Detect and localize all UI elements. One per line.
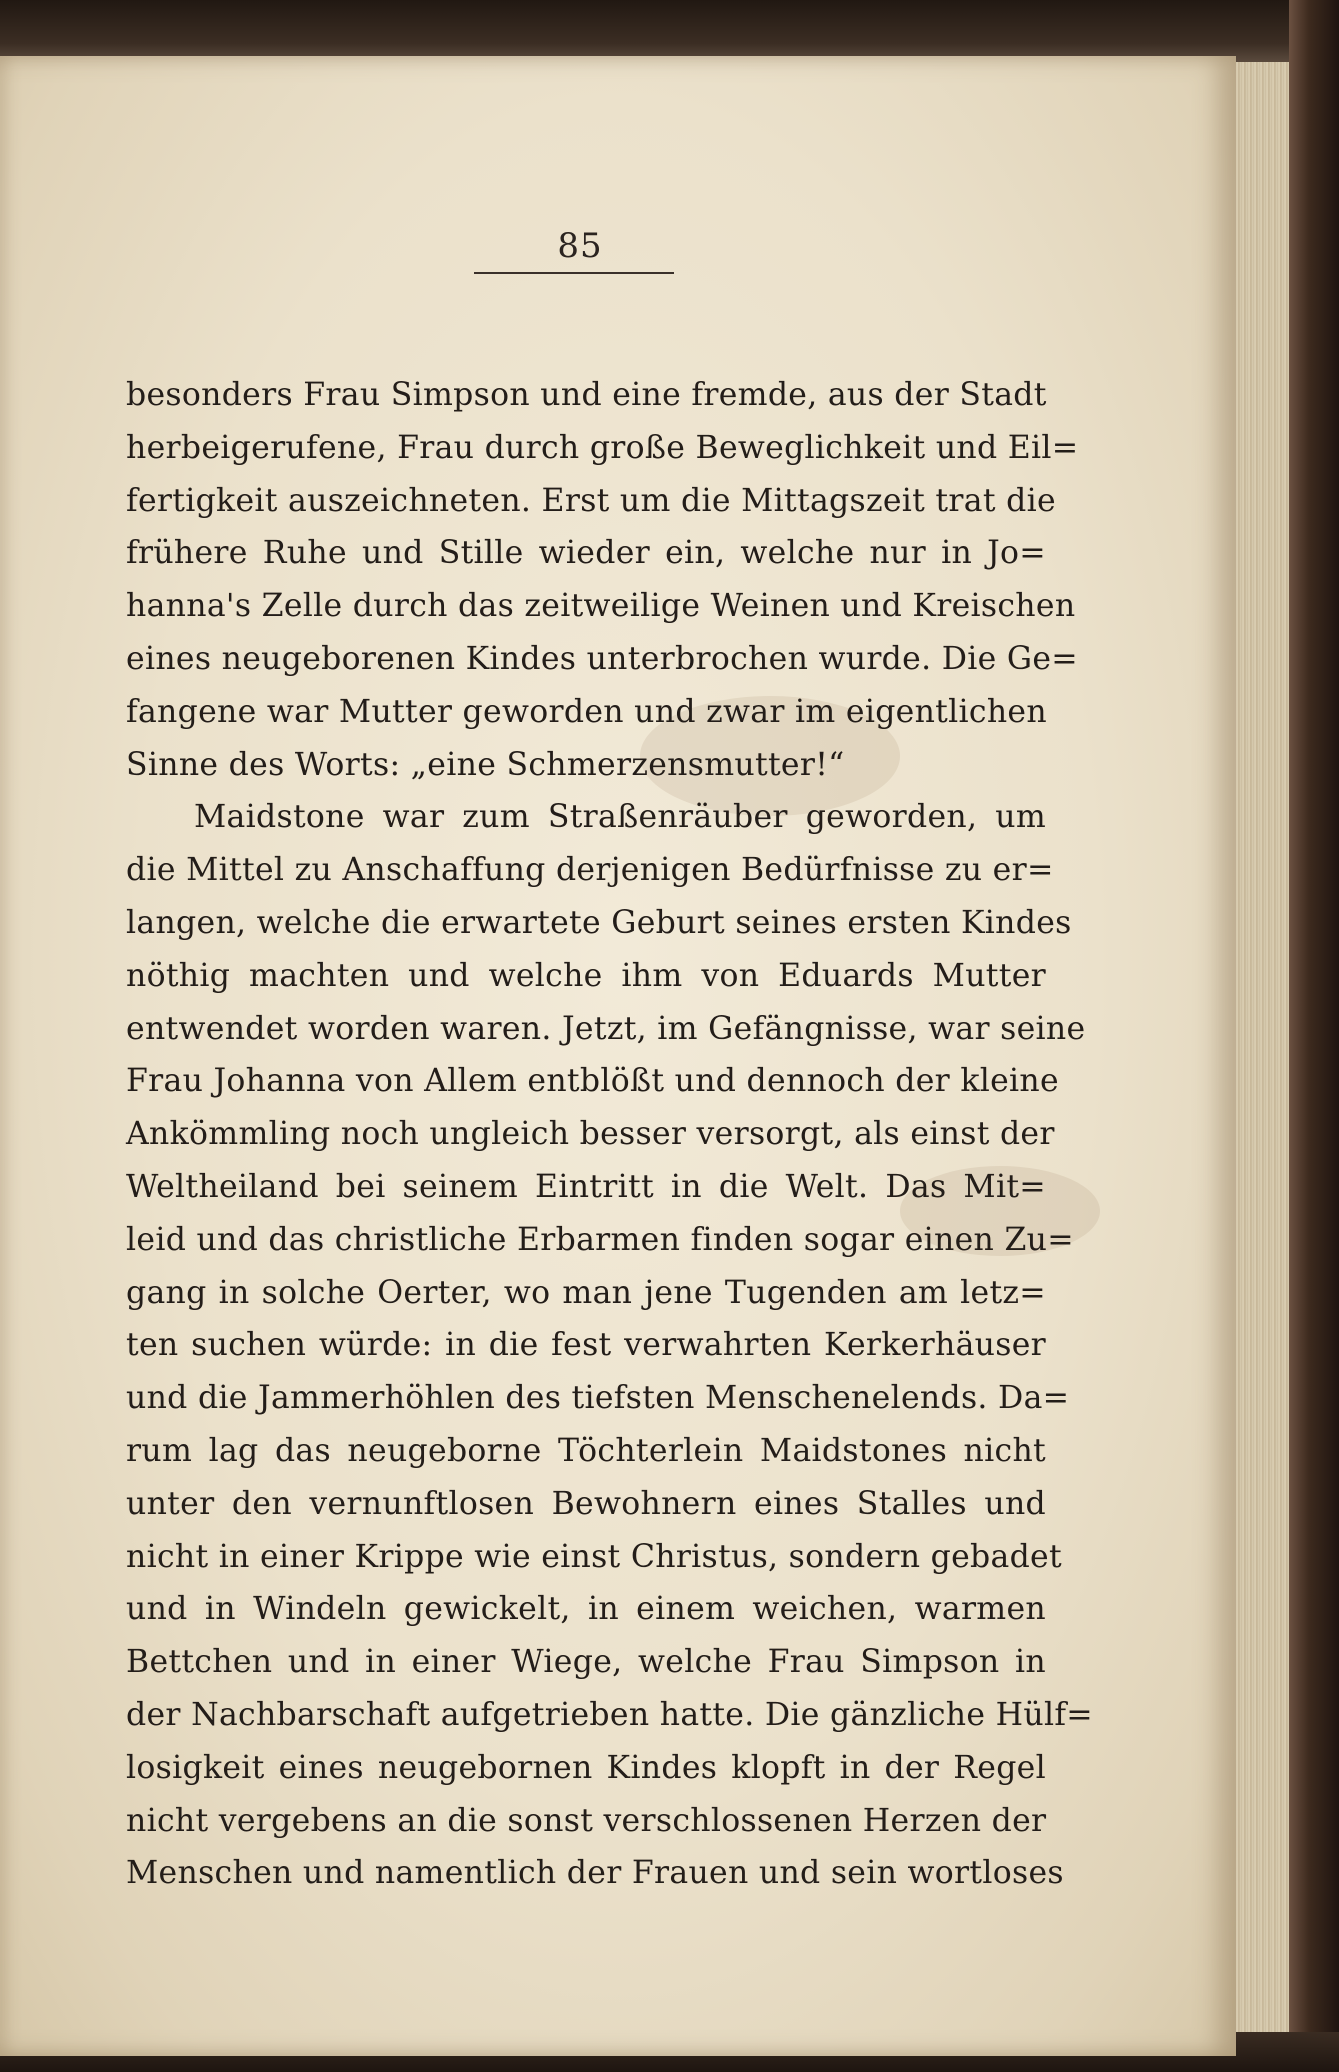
text-line: Ankömmling noch ungleich besser versorgt, als einst der bbox=[126, 1116, 1055, 1153]
text-line: fangene war Mutter geworden und zwar im eigentlichen bbox=[126, 693, 1047, 730]
text-line: Menschen und namentlich der Frauen und sein wortloses bbox=[126, 1855, 1064, 1892]
text-line: und die Jammerhöhlen des tiefsten Menschenelends. Da= bbox=[126, 1380, 1070, 1417]
text-line: fertigkeit auszeichneten. Erst um die Mittagszeit trat die bbox=[126, 482, 1056, 519]
body-text bbox=[126, 369, 1094, 1900]
text-line: besonders Frau Simpson und eine fremde, aus der Stadt bbox=[126, 377, 1047, 413]
text-line: Maidstone war zum Straßenräuber geworden, um bbox=[194, 799, 1046, 836]
text-line: entwendet worden waren. Jetzt, im Gefängnisse, war seine bbox=[126, 1010, 1086, 1047]
header-rule bbox=[474, 272, 674, 274]
book-cover-top-edge bbox=[0, 0, 1339, 62]
text-line: und in Windeln gewickelt, in einem weichen, warmen bbox=[126, 1591, 1046, 1628]
text-line: ten suchen würde: in die fest verwahrten Kerkerhäuser bbox=[126, 1327, 1046, 1364]
text-line: Weltheiland bei seinem Eintritt in die Welt. Das Mit= bbox=[126, 1168, 1046, 1205]
text-line: unter den vernunftlosen Bewohnern eines Stalles und bbox=[126, 1485, 1046, 1522]
text-line: gang in solche Oerter, wo man jene Tugenden am letz= bbox=[126, 1274, 1046, 1311]
text-line: langen, welche die erwartete Geburt seines ersten Kindes bbox=[126, 904, 1072, 941]
text-line: losigkeit eines neugebornen Kindes klopft in der Regel bbox=[126, 1749, 1046, 1786]
text-line: nicht vergebens an die sonst verschlossenen Herzen der bbox=[126, 1802, 1047, 1839]
text-line: die Mittel zu Anschaffung derjenigen Bedürfnisse zu er= bbox=[126, 852, 1054, 889]
text-line: eines neugeborenen Kindes unterbrochen wurde. Die Ge= bbox=[126, 640, 1078, 677]
book-cover-right-edge bbox=[1289, 0, 1339, 2072]
text-line: Bettchen und in einer Wiege, welche Frau Simpson in bbox=[126, 1644, 1046, 1681]
text-line: frühere Ruhe und Stille wieder ein, welche nur in Jo= bbox=[126, 535, 1046, 572]
text-line: der Nachbarschaft aufgetrieben hatte. Die gänzliche Hülf= bbox=[126, 1696, 1094, 1733]
text-line: hanna's Zelle durch das zeitweilige Weinen und Kreischen bbox=[126, 588, 1076, 625]
text-line: leid und das christliche Erbarmen finden sogar einen Zu= bbox=[126, 1221, 1074, 1258]
book-page bbox=[0, 56, 1236, 2056]
text-line: nicht in einer Krippe wie einst Christus, sondern gebadet bbox=[126, 1538, 1062, 1575]
text-line: nöthig machten und welche ihm von Eduards Mutter bbox=[126, 957, 1046, 994]
page-number: 85 bbox=[557, 226, 603, 266]
text-line: rum lag das neugeborne Töchterlein Maidstones nicht bbox=[126, 1432, 1046, 1469]
text-line: herbeigerufene, Frau durch große Beweglichkeit und Eil= bbox=[126, 429, 1079, 466]
text-line: Sinne des Worts: „eine Schmerzensmutter!“ bbox=[126, 746, 845, 783]
text-line: Frau Johanna von Allem entblößt und dennoch der kleine bbox=[126, 1063, 1059, 1100]
